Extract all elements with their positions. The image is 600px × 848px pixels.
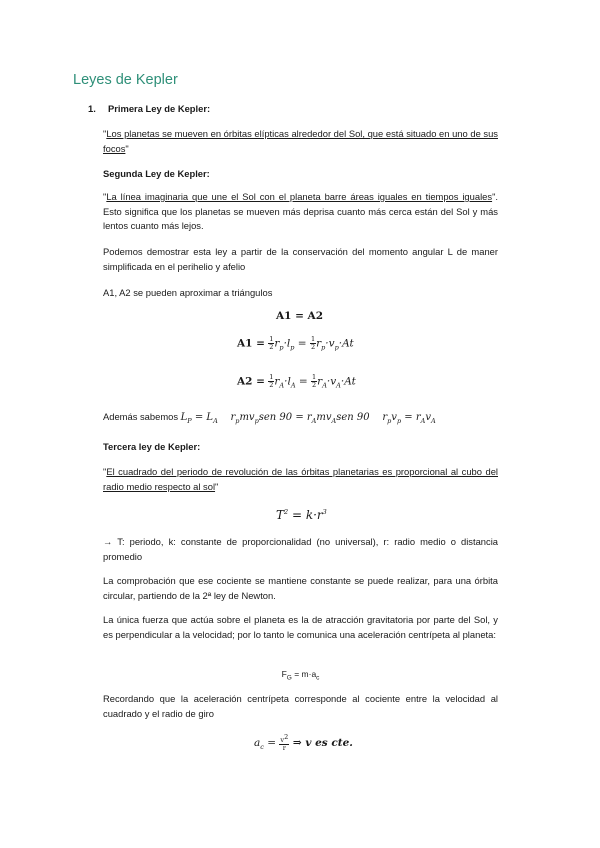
second-law-quote: La línea imaginaria que une el Sol con el planeta barre áreas iguales en tiempos iguales bbox=[106, 191, 493, 202]
equation-a2: A2 = $\frac{1}{2}$ $r_A\cdot l_A$ = $\frac{1}{2}$ $r_A\cdot v_A\cdot At$ bbox=[237, 373, 356, 390]
page-title: Leyes de Kepler bbox=[73, 72, 178, 88]
paragraph-verification: La comprobación que ese cociente se mantiene constante se puede realizar, para una órbita circular, partiendo de la 2ª ley de Newton. bbox=[103, 575, 498, 601]
paragraph-third-law: "El cuadrado del periodo de revolución de las órbitas planetarias es proporcional al cubo del radio medio respecto al sol" bbox=[103, 466, 498, 492]
paragraph-centripetal: Recordando que la aceleración centrípeta corresponde al cociente entre la velocidad al cuadrado y el radio de giro bbox=[103, 693, 498, 719]
list-number: 1. bbox=[88, 103, 96, 114]
third-law-quote: El cuadrado del periodo de revolución de las órbitas planetarias es proporcional al cubo del radio medio respecto al sol bbox=[103, 466, 498, 492]
paragraph-angular-momentum: Podemos demostrar esta ley a partir de la conservación del momento angular L de maner simplificada en el perihelio y afelio bbox=[103, 246, 498, 272]
first-law-quote: Los planetas se mueven en órbitas elípticas alrededor del Sol, que está situado en uno de sus focos bbox=[103, 128, 498, 154]
equation-force: $F_G = m\cdot a_c$ bbox=[281, 669, 320, 682]
paragraph-additionally: Además sabemos $L_P = L_A$ $r_pmv_psen$ $90 = r_Amv_Asen$ 90 $r_pv_p = r_Av_A$ bbox=[103, 411, 436, 425]
paragraph-variables: → T: periodo, k: constante de proporcionalidad (no universal), r: radio medio o distancia promedio bbox=[103, 536, 498, 562]
equation-a1-a2: A1 = A2 bbox=[276, 310, 324, 322]
heading-first-law: Primera Ley de Kepler: bbox=[108, 103, 211, 114]
paragraph-gravity: La única fuerza que actúa sobre el planeta es la de atracción gravitatoria por parte del Sol, y es perpendicular a la velocidad; por lo tanto le comunica una aceleración centrípeta al planeta: bbox=[103, 614, 498, 640]
equation-centripetal: $a_c$ = $\frac{v^2}{r}$ ⇒ v es cte. bbox=[254, 733, 353, 753]
heading-second-law: Segunda Ley de Kepler: bbox=[103, 168, 210, 179]
heading-third-law: Tercera ley de Kepler: bbox=[103, 441, 201, 452]
second-law-explanation: . Esto significa que los planetas se mueven más deprisa cuanto más cerca están del Sol y más lentos cuanto más lejos. bbox=[103, 191, 498, 231]
paragraph-first-law: "Los planetas se mueven en órbitas elípticas alrededor del Sol, que está situado en uno de sus focos" bbox=[103, 128, 498, 154]
equation-a1: A1 = $\frac{1}{2}$ $r_p\cdot l_p$ = $\frac{1}{2}$ $r_p\cdot v_p\cdot At$ bbox=[237, 335, 354, 352]
paragraph-second-law: "La línea imaginaria que une el Sol con el planeta barre áreas iguales en tiempos iguales". Esto significa que los planetas se mueven más deprisa cuanto más cerca están del Sol y más lentos cuanto más lejos. bbox=[103, 191, 498, 231]
equation-third-law: $T^2 = k\cdot r^3$ bbox=[276, 508, 327, 522]
paragraph-triangles: A1, A2 se pueden aproximar a triángulos bbox=[103, 287, 273, 298]
